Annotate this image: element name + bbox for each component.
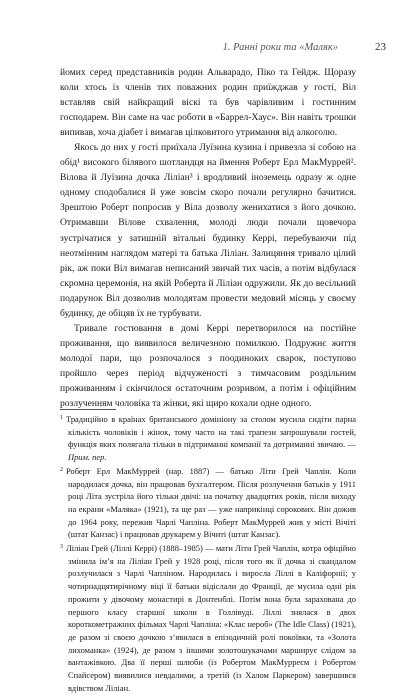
page-number: 23 xyxy=(375,41,386,53)
footnote xyxy=(60,412,356,464)
paragraph: йомих серед представників родин Альварадо, Піко та Гейдж. Щоразу коли хтось із членів тих поважних родин приїжджав у гості, Віл вставляв свій найкращий віскі та був чарівливим і гостинним господарем. Він саме на час роботи в «Баррел-Хаус». Він навіть трошки випивав, хоча діабет і вимагав цілковитого утримання від алкоголю. xyxy=(60,67,356,139)
footnote-mark: 2 xyxy=(60,466,63,473)
paragraph: Тривале гостювання в домі Керрі перетворилося на постійне проживання, що виявилося величезною помилкою. Подружнє життя молодої пари, що розпочалося з поодиноких сварок, поступово пройшло через період відчуженості з тимчасовим роздільним проживанням і скінчилося остаточним розривом, а потім і офіційним розлученням чоловіка та жінки, які щиро кохали одне одного. xyxy=(60,322,356,410)
footnote-text: Традиційно в країнах британського домініону за столом мусила сидіти парна кількість чоловіків і жінок, тому часто на такі трапези запрошували гостей, функція яких полягала тільки в підтриманні компанії та дотриманні звичаю. — xyxy=(66,414,356,450)
footnote-rule xyxy=(60,409,116,410)
footnote xyxy=(60,464,356,541)
chapter-title: 1. Ранні роки та «Маляк» xyxy=(222,42,338,53)
footnote xyxy=(60,541,356,694)
footnote-text: Роберт Ерл МакМуррей (нар. 1887) — батько Літи Грей Чаплін. Коли народилася дочка, він працював бухгалтером. Після розлучення батьків у 1911 році Літа зустріла його тільки двічі: на початку двадцятих років, після виходу на екрани «Маляка» (1921), та ще раз — уже наприкінці сорокових. Він дожив до 1964 року, пережив Чарлі Чапліна. Роберт МакМуррей жив у місті Вічіті (штат Канзас) і працював друкарем у Вічиті (штат Канзас). xyxy=(66,465,356,540)
running-head xyxy=(60,41,386,53)
footnotes xyxy=(60,412,356,694)
footnote-text: Ліліан Грей (Ліллі Керрі) (1888–1985) — мати Літи Грей Чаплін, котра офіційно змінила ім’я на Ліліан Грей у 1928 році, після того як її дочка зі скандалом розлучилася з Чарлі Чапліном. Народилась і виросла Ліллі в Каліфорнії; у чотирнадцятирічному віці її батьки відіслали до Франції, де мусила одні рік прожити у дівочому монастирі в Донтенблі. Потім вона була зарахована до першого класу старшої школи в Голлівуді. Ліллі знялася в двох короткометражних фільмах Чарлі Чапліна: «Клас нероб» (The Idle Class) (1921), де разом зі своєю дочкою з’явилася в епізодичній ролі покоївки, та «Золота лихоманка» (1924), де разом з іншими золотошукачами марширує слідом за вантажівкою. Два її перші шлюби (із Робертом МакМурреєм і Робертом Спайсером) виявилися невдалими, а третій (із Халом Паркером) завершився вдівством Ліліан. xyxy=(66,543,356,693)
footnote-mark: 1 xyxy=(60,415,63,421)
footnote-mark: 3 xyxy=(60,544,63,551)
main-text xyxy=(60,65,356,411)
paragraph: Якось до них у гості приїхала Луїзина кузина і привезла зі собою на обід¹ високого білявого шотландця на ймення Роберт Ерл МакМуррей². Вілова й Луїзина дочка Ліліан³ і вродливий іноземець одразу ж одне одному сподобалися й уже зовсім скоро почали регулярно бачитися. Зрештою Роберт попросив у Віла дозволу женихатися з його дочкою. Отримавши Вілове схвалення, молоді люди почали щовечора зустрічатися у затишній вітальні будинку Керрі, перебуваючи під неотмінним наглядом матері та батька Ліліан. Залицяння тривало цілий рік, аж поки Віл вимагав неписаний звичай тих часів, а потім відбулася скромна церемонія, на якій Роберта й Ліліан одружили. Як до весільний подарунок Віл дозволив молодятам провести медовий місяць у своєму будинку, де обіцяв їх не турбувати. xyxy=(60,142,356,319)
footnote-tag: Прим. пер. xyxy=(68,452,107,463)
